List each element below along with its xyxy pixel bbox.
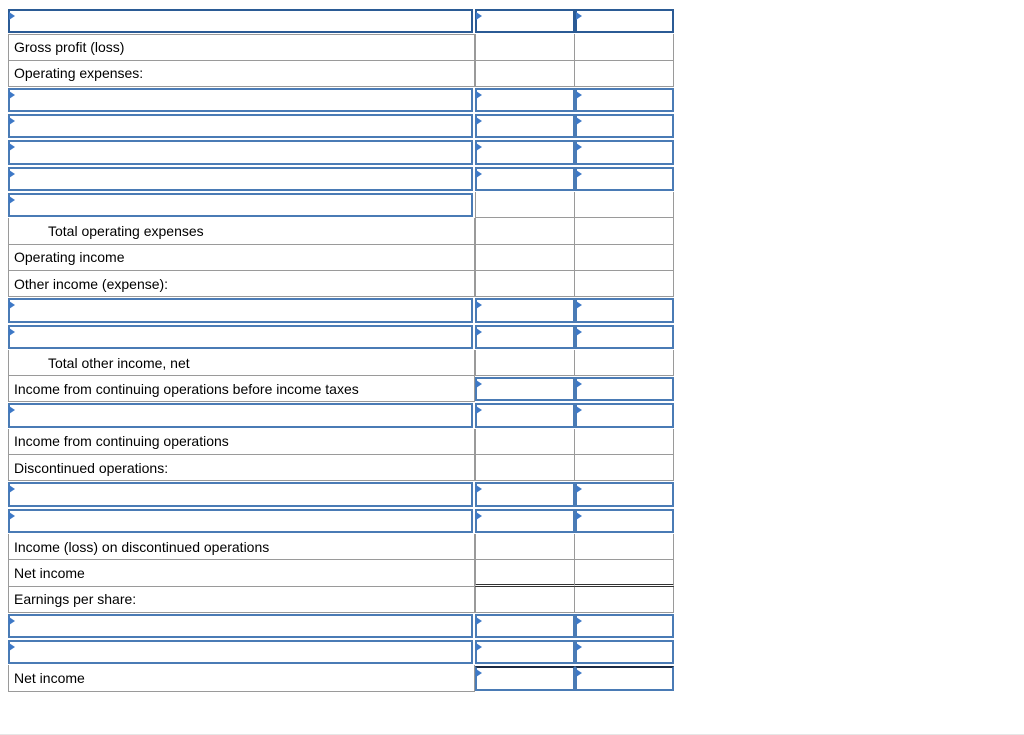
amount-input-col2[interactable]	[575, 640, 674, 664]
amount-input-col1[interactable]	[475, 377, 575, 401]
statement-row	[8, 402, 674, 428]
amount-cell-col2	[575, 350, 674, 376]
row-label: Income from continuing operations before income taxes	[8, 376, 475, 402]
account-dropdown[interactable]	[8, 9, 473, 33]
amount-cell-col2	[575, 429, 674, 455]
account-dropdown[interactable]	[8, 193, 473, 217]
row-label: Gross profit (loss)	[8, 34, 475, 60]
amount-input-col1[interactable]	[475, 640, 575, 664]
amount-cell-col2	[575, 34, 674, 60]
amount-cell-col1	[475, 192, 575, 218]
row-label: Earnings per share:	[8, 587, 475, 613]
row-label: Total other income, net	[8, 350, 475, 376]
amount-cell-col2	[575, 560, 674, 586]
income-statement-form	[8, 8, 674, 692]
amount-input-col2[interactable]	[575, 140, 674, 164]
statement-row	[8, 376, 674, 402]
row-label: Net income	[8, 665, 475, 691]
amount-input-col2[interactable]	[575, 9, 674, 33]
amount-cell-col2	[575, 245, 674, 271]
row-label: Income from continuing operations	[8, 429, 475, 455]
row-label: Operating income	[8, 245, 475, 271]
amount-cell-col2	[575, 534, 674, 560]
account-dropdown[interactable]	[8, 614, 473, 638]
amount-input-col1[interactable]	[475, 167, 575, 191]
account-dropdown[interactable]	[8, 140, 473, 164]
amount-input-col2[interactable]	[575, 377, 674, 401]
statement-row	[8, 245, 674, 271]
account-dropdown[interactable]	[8, 325, 473, 349]
statement-row	[8, 481, 674, 507]
account-dropdown[interactable]	[8, 167, 473, 191]
amount-cell-col1	[475, 587, 575, 613]
row-label: Operating expenses:	[8, 61, 475, 87]
amount-input-col2[interactable]	[575, 167, 674, 191]
statement-row	[8, 455, 674, 481]
account-dropdown[interactable]	[8, 482, 473, 506]
amount-cell-col2	[575, 61, 674, 87]
statement-row	[8, 61, 674, 87]
amount-input-col2[interactable]	[575, 666, 674, 690]
amount-cell-col2	[575, 192, 674, 218]
statement-row	[8, 166, 674, 192]
amount-cell-col1	[475, 218, 575, 244]
statement-row	[8, 508, 674, 534]
amount-input-col1[interactable]	[475, 140, 575, 164]
amount-cell-col1	[475, 534, 575, 560]
amount-input-col1[interactable]	[475, 666, 575, 690]
amount-input-col1[interactable]	[475, 298, 575, 322]
statement-row	[8, 271, 674, 297]
statement-row	[8, 218, 674, 244]
row-label: Total operating expenses	[8, 218, 475, 244]
amount-input-col1[interactable]	[475, 614, 575, 638]
amount-input-col1[interactable]	[475, 325, 575, 349]
amount-input-col2[interactable]	[575, 325, 674, 349]
statement-row	[8, 613, 674, 639]
row-label: Discontinued operations:	[8, 455, 475, 481]
statement-row	[8, 297, 674, 323]
row-label: Other income (expense):	[8, 271, 475, 297]
row-label: Net income	[8, 560, 475, 586]
statement-row	[8, 8, 674, 34]
amount-cell-col1	[475, 455, 575, 481]
amount-cell-col1	[475, 560, 575, 586]
statement-row	[8, 639, 674, 665]
amount-cell-col2	[575, 218, 674, 244]
amount-input-col1[interactable]	[475, 403, 575, 427]
amount-input-col1[interactable]	[475, 114, 575, 138]
statement-row	[8, 350, 674, 376]
amount-input-col1[interactable]	[475, 9, 575, 33]
statement-row	[8, 113, 674, 139]
amount-cell-col2	[575, 271, 674, 297]
account-dropdown[interactable]	[8, 114, 473, 138]
amount-input-col2[interactable]	[575, 403, 674, 427]
amount-cell-col1	[475, 271, 575, 297]
account-dropdown[interactable]	[8, 640, 473, 664]
account-dropdown[interactable]	[8, 509, 473, 533]
amount-input-col1[interactable]	[475, 509, 575, 533]
account-dropdown[interactable]	[8, 403, 473, 427]
amount-input-col2[interactable]	[575, 482, 674, 506]
amount-input-col1[interactable]	[475, 88, 575, 112]
statement-row	[8, 665, 674, 691]
statement-row	[8, 587, 674, 613]
amount-cell-col1	[475, 34, 575, 60]
statement-row	[8, 139, 674, 165]
amount-cell-col1	[475, 429, 575, 455]
amount-input-col2[interactable]	[575, 298, 674, 322]
statement-row	[8, 324, 674, 350]
amount-cell-col1	[475, 61, 575, 87]
amount-cell-col2	[575, 587, 674, 613]
statement-row	[8, 429, 674, 455]
account-dropdown[interactable]	[8, 298, 473, 322]
statement-row	[8, 534, 674, 560]
statement-row	[8, 192, 674, 218]
statement-row	[8, 87, 674, 113]
amount-input-col2[interactable]	[575, 614, 674, 638]
amount-cell-col1	[475, 245, 575, 271]
statement-row	[8, 560, 674, 586]
row-label: Income (loss) on discontinued operations	[8, 534, 475, 560]
amount-input-col1[interactable]	[475, 482, 575, 506]
account-dropdown[interactable]	[8, 88, 473, 112]
amount-input-col2[interactable]	[575, 88, 674, 112]
amount-cell-col1	[475, 350, 575, 376]
amount-cell-col2	[575, 455, 674, 481]
amount-input-col2[interactable]	[575, 114, 674, 138]
amount-input-col2[interactable]	[575, 509, 674, 533]
statement-row	[8, 34, 674, 60]
